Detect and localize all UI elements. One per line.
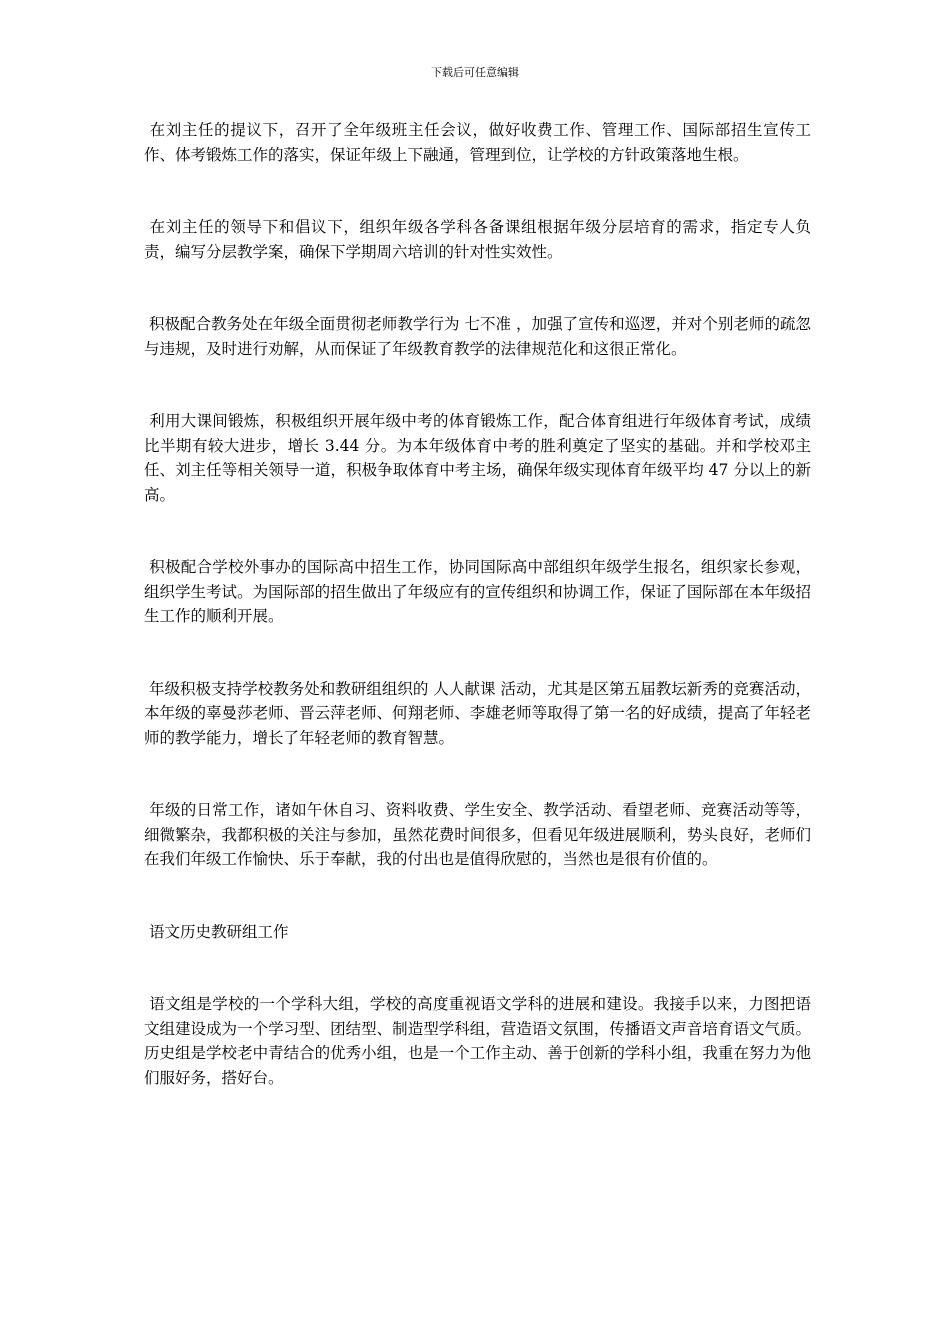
paragraph-gap	[144, 944, 811, 992]
paragraph-layered-teaching: 在刘主任的领导下和倡议下，组织年级各学科各备课组根据年级分层培育的需求，指定专人负责，编写分层教学案，确保下学期周六培训的针对性实效性。	[144, 218, 811, 261]
paragraph-gap	[144, 872, 811, 920]
paragraph-teaching-competition: 年级积极支持学校教务处和教研组组织的 人人献课 活动，尤其是区第五届教坛新秀的竞赛活动，本年级的辜曼莎老师、晋云萍老师、何翔老师、李雄老师等取得了第一名的好成绩，提高了年轻老师的教学能力，增长了年轻老师的教育智慧。	[144, 679, 812, 747]
paragraph-chinese-group: 语文组是学校的一个学科大组，学校的高度重视语文学科的进展和建设。我接手以来，力图把语文组建设成为一个学习型、团结型、制造型学科组，营造语文氛围，传播语文声音培育语文气质。历史组是学校老中青结合的优秀小组，也是一个工作主动、善于创新的学科小组，我重在努力为他们服好务，搭好台。	[144, 995, 811, 1087]
paragraph-gap	[144, 167, 811, 215]
paragraph-international-enrollment: 积极配合学校外事办的国际高中招生工作，协同国际高中部组织年级学生报名，组织家长参观，组织学生考试。为国际部的招生做出了年级应有的宣传组织和协调工作，保证了国际部在本年级招生工作的顺利开展。	[144, 558, 811, 625]
paragraph-gap	[144, 507, 811, 555]
paragraph-teaching-rules: 积极配合教务处在年级全面贯彻老师教学行为 七不准 ，加强了宣传和巡逻，并对个别老师的疏忽与违规，及时进行劝解，从而保证了年级教育教学的法律规范化和这很正常化。	[144, 315, 812, 358]
paragraph-gap	[144, 361, 811, 409]
paragraph-gap	[144, 264, 811, 312]
paragraph-daily-work: 年级的日常工作，诸如午休自习、资料收费、学生安全、教学活动、看望老师、竞赛活动等等，细微繁杂，我都积极的关注与参加，虽然花费时间很多，但看见年级进展顺利，势头良好，老师们在我们年级工作愉快、乐于奉献，我的付出也是值得欣慰的，当然也是很有价值的。	[144, 801, 811, 868]
section-heading-chinese-history-group: 语文历史教研组工作	[144, 922, 289, 941]
paragraph-pe-training: 利用大课间锻炼，积极组织开展年级中考的体育锻炼工作，配合体育组进行年级体育考试，成绩比半期有较大进步，增长 3.44 分。为本年级体育中考的胜利奠定了坚实的基础。并和学校邓主任、刘主任等相关领导一道，积极争取体育中考主场，确保年级实现体育年级平均 47 分以上的新高。	[144, 412, 811, 504]
paragraph-gap	[144, 629, 811, 677]
document-body	[144, 118, 811, 1090]
paragraph-class-teacher-meeting: 在刘主任的提议下，召开了全年级班主任会议，做好收费工作、管理工作、国际部招生宣传工作、体考锻炼工作的落实，保证年级上下融通，管理到位，让学校的方针政策落地生根。	[144, 121, 811, 164]
paragraph-gap	[144, 750, 811, 798]
page-header: 下载后可任意编辑	[431, 66, 519, 79]
